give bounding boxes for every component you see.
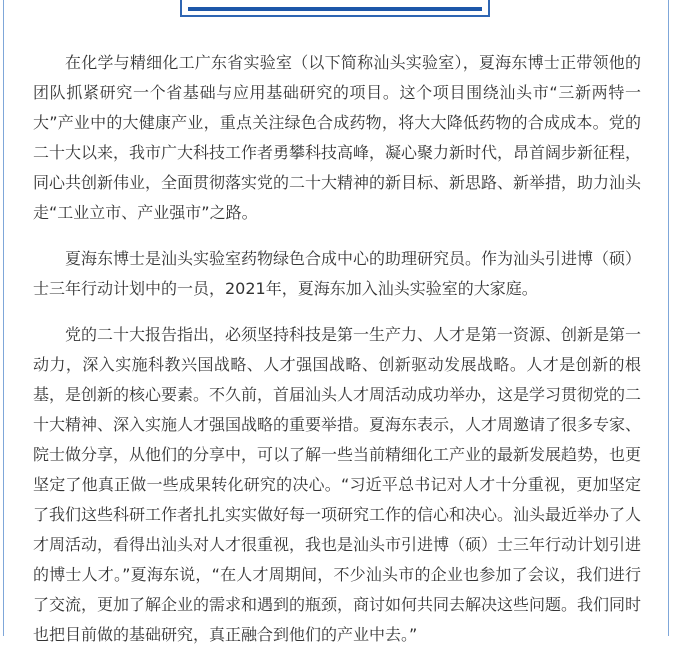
article-paragraph-2: 夏海东博士是汕头实验室药物绿色合成中心的助理研究员。作为汕头引进博（硕）士三年行动计划中的一员，2021年，夏海东加入汕头实验室的大家庭。: [33, 249, 642, 298]
left-frame-line: [3, 0, 4, 636]
article-body: [33, 48, 641, 650]
article-paragraph-3: 党的二十大报告指出，必须坚持科技是第一生产力、人才是第一资源、创新是第一动力，深入实施科教兴国战略、人才强国战略、创新驱动发展战略。人才是创新的根基，是创新的核心要素。不久前，首届汕头人才周活动成功举办，这是学习贯彻党的二十大精神、深入实施人才强国战略的重要举措。夏海东表示，人才周邀请了很多专家、院士做分享，从他们的分享中，可以了解一些当前精细化工产业的最新发展趋势，也更坚定了他真正做一些成果转化研究的决心。“习近平总书记对人才十分重视，更加坚定了我们这些科研工作者扎扎实实做好每一项研究工作的信心和决心。汕头最近举办了人才周活动，看得出汕头对人才很重视，我也是汕头市引进博（硕）士三年行动计划引进的博士人才。”夏海东说，“在人才周期间，不少汕头市的企业也参加了会议，我们进行了交流，更加了解企业的需求和遇到的瓶颈，商讨如何共同去解决这些问题。我们同时也把目前做的基础研究，真正融合到他们的产业中去。”: [33, 325, 642, 644]
right-frame-line: [668, 0, 669, 636]
header-decoration-bar: [188, 7, 482, 11]
article-paragraph-1: 在化学与精细化工广东省实验室（以下简称汕头实验室），夏海东博士正带领他的团队抓紧研究一个省基础与应用基础研究的项目。这个项目围绕汕头市“三新两特一大”产业中的大健康产业，重点关注绿色合成药物，将大大降低药物的合成成本。党的二十大以来，我市广大科技工作者勇攀科技高峰，凝心聚力新时代，昂首阔步新征程，同心共创新伟业，全面贯彻落实党的二十大精神的新目标、新思路、新举措，助力汕头走“工业立市、产业强市”之路。: [33, 53, 642, 222]
